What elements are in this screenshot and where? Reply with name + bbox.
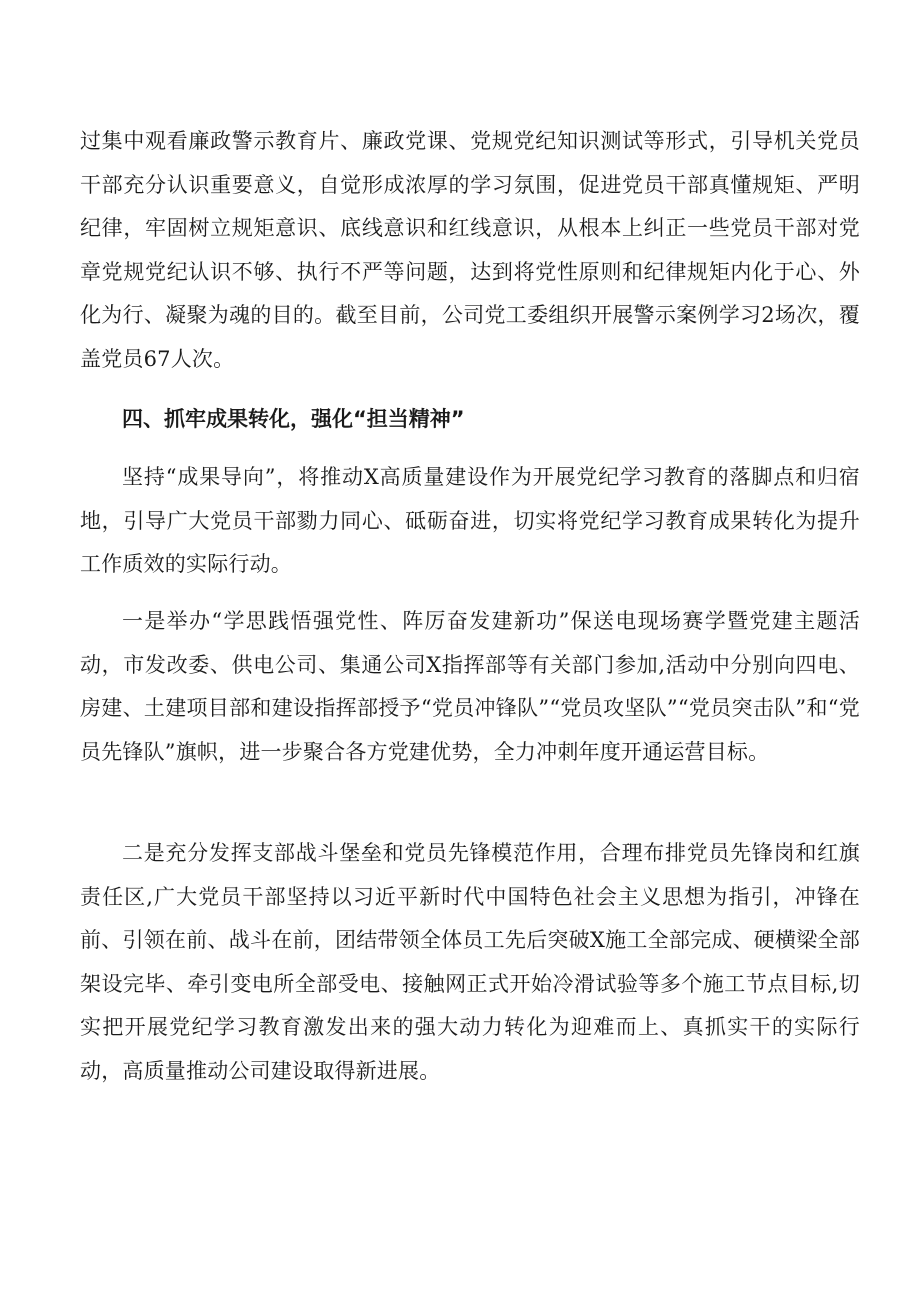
paragraph-continued: 过集中观看廉政警示教育片、廉政党课、党规党纪知识测试等形式，引导机关党员干部充分认识重要意义，自觉形成浓厚的学习氛围，促进党员干部真懂规矩、严明纪律，牢固树立规矩意识、底线意识和红线意识，从根本上纠正一些党员干部对党章党规党纪认识不够、执行不严等问题，达到将党性原则和纪律规矩内化于心、外化为行、凝聚为魂的目的。截至目前，公司党工委组织开展警示案例学习2场次，覆盖党员67人次。 xyxy=(80,129,860,371)
section-heading: 四、抓牢成果转化，强化“担当精神” xyxy=(122,407,465,431)
paragraph-item-1: 一是举办“学思践悟强党性、阵厉奋发建新功”保送电现场赛学暨党建主题活动，市发改委、供电公司、集通公司X指挥部等有关部门参加,活动中分别向四电、房建、土建项目部和建设指挥部授予“党员冲锋队”“党员攻坚队”“党员突击队”和“党员先锋队”旗帜，进一步聚合各方党建优势，全力冲刺年度开通运营目标。 xyxy=(80,609,860,764)
paragraph-item-2: 二是充分发挥支部战斗堡垒和党员先锋模范作用，合理布排党员先锋岗和红旗责任区,广大党员干部坚持以习近平新时代中国特色社会主义思想为指引，冲锋在前、引领在前、战斗在前，团结带领全体员工先后突破X施工全部完成、硬横梁全部架设完毕、牵引变电所全部受电、接触网正式开始冷滑试验等多个施工节点目标,切实把开展党纪学习教育激发出来的强大动力转化为迎难而上、真抓实干的实际行动，高质量推动公司建设取得新进展。 xyxy=(80,841,860,1083)
paragraph-intro: 坚持“成果导向”，将推动X高质量建设作为开展党纪学习教育的落脚点和归宿地，引导广大党员干部勠力同心、砥砺奋进，切实将党纪学习教育成果转化为提升工作质效的实际行动。 xyxy=(80,465,860,576)
